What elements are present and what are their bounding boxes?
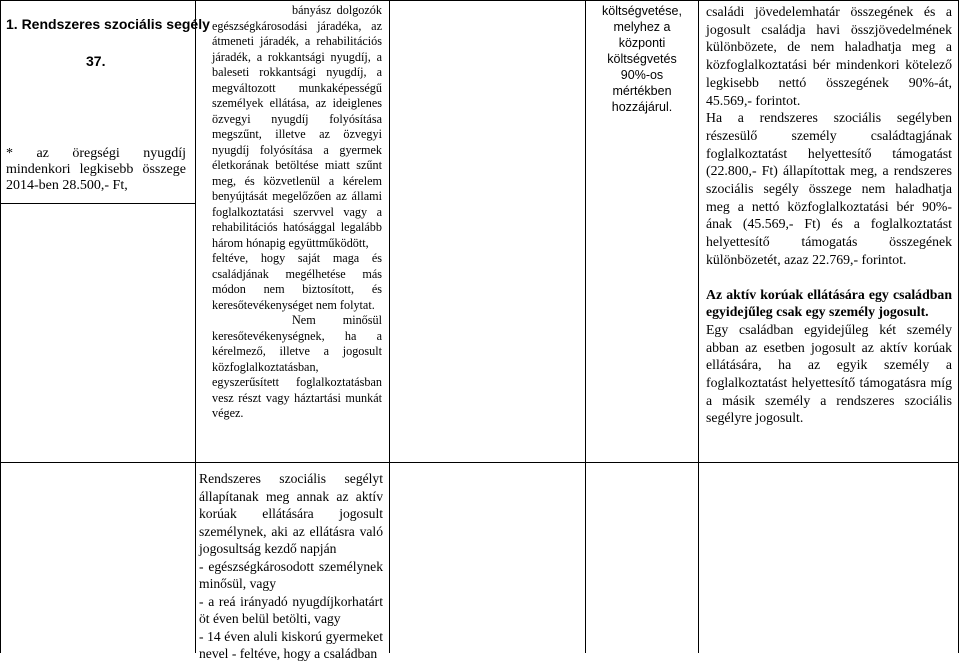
section-title: 1. Rendszeres szociális segély <box>6 16 210 32</box>
funding-text: költségvetése, melyhez a központi költségvetés 90%-os mértékben hozzájárul. <box>602 4 682 114</box>
table-section-divider <box>0 203 195 204</box>
eligibility-text <box>212 3 382 422</box>
lower-intro: Rendszeres szociális segélyt állapítanak meg annak az aktív korúak ellátására jogosult személynek, aki az ellátásra való jogosultság kezdő napján <box>199 471 383 556</box>
exception-paragraph: Egy családban egyidejűleg két személy abban az esetben jogosult az aktív korúak ellátására, ha az egyik személy a foglalkoztatást helyettesítő támogatásra míg a másik személy a rendszeres szociális segélyre jogosult. <box>706 321 952 426</box>
table-top-border <box>0 0 959 1</box>
eligibility-paragraph: bányász dolgozók egészségkárosodási járadéka, az átmeneti járadék, a rehabilitációs járadék, a rokkantsági nyugdíj, a baleseti rokkantsági nyugdíj, a megváltozott munkaképességű személyek ellátása, az ideiglenes özvegyi nyugdíj folyósítása megszűnt, illetve az özvegyi nyugdíj folyósítása a gyermek életkorának betöltése miatt szűnt meg, és közvetlenül a kérelem benyújtását megelőzően az állami foglalkoztatási szervvel vagy a rehabilitációs hatósággal legalább három hónapig együttműködött, <box>212 3 382 250</box>
eligibility-condition: feltéve, hogy saját maga és családjának megélhetése más módon nem biztosított, és keresőtevékenységet nem folytat. <box>212 251 382 312</box>
column-divider <box>698 0 699 653</box>
section-border <box>0 462 959 463</box>
bold-rule: Az aktív korúak ellátására egy családban egyidejűleg csak egy személy jogosult. <box>706 286 952 320</box>
section-number: 37. <box>86 53 106 69</box>
footnote: * az öregségi nyugdíj mindenkori legkisebb összege 2014-ben 28.500,- Ft, <box>6 146 186 193</box>
column-divider <box>195 0 196 653</box>
lower-item: - egészségkárosodott személynek minősül, vagy <box>199 558 383 591</box>
spacer <box>706 269 952 286</box>
lower-item: - a reá irányadó nyugdíjkorhatárt öt éven belül betölti, vagy <box>199 593 383 626</box>
column-divider <box>0 0 1 653</box>
column-divider <box>585 0 586 653</box>
lower-eligibility-text <box>199 470 383 663</box>
amount-limit-paragraph: Ha a rendszeres szociális segélyben részesülő személy családtagjának foglalkoztatást helyettesítő támogatást (22.800,- Ft) állapítottak meg, a rendszeres szociális segély összege nem haladhatja meg a nettó közfoglalkoztatási bér 90%-ának (45.569,- Ft) és a foglalkoztatást helyettesítő támogatás összegének különbözetét, azaz 22.769,- forintot. <box>706 110 952 267</box>
eligibility-exclusion: Nem minősül keresőtevékenységnek, ha a kérelmező, illetve a jogosult közfoglalkoztatásban, egyszerűsített foglalkoztatásban vesz részt vagy háztartási munkát végez. <box>212 313 382 420</box>
amount-paragraph: családi jövedelemhatár összegének és a jogosult családja havi összjövedelmének különbözete, de nem haladhatja meg a közfoglalkoztatási bér mindenkori kötelező legkisebb nettó összegének 90%-át, 45.569,- forintot. <box>706 4 952 108</box>
lower-item: - 14 éven aluli kiskorú gyermeket nevel - feltéve, hogy a családban <box>199 628 383 661</box>
column-divider <box>389 0 390 653</box>
amount-text <box>706 3 952 427</box>
